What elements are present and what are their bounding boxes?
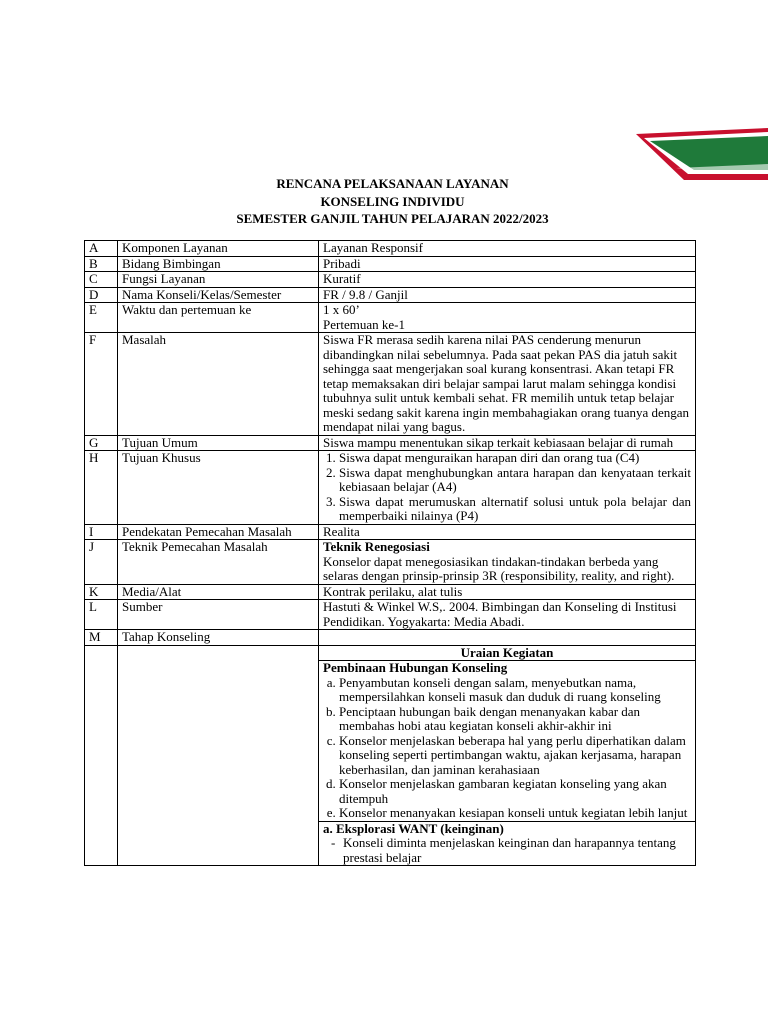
row-label: Bidang Bimbingan (118, 256, 319, 272)
row-label: Tahap Konseling (118, 630, 319, 646)
table-row (85, 333, 696, 436)
row-label (118, 645, 319, 866)
teknik-description: Konselor dapat menegosiasikan tindakan-tindakan berbeda yang selaras dengan prinsip-prinsip 3R (responsibility, reality, and right). (323, 553, 675, 583)
row-key: J (85, 540, 118, 585)
eksplorasi-list (323, 836, 691, 865)
pembinaan-list (323, 676, 691, 821)
list-item: 1. Siswa dapat menguraikan harapan diri dan orang tua (C4) (339, 451, 691, 466)
row-key: L (85, 600, 118, 630)
pertemuan-value: Pertemuan ke-1 (323, 316, 405, 332)
list-item: a. Penyambutan konseli dengan salam, menyebutkan nama, mempersilahkan konseli masuk dan duduk di ruang konseling (339, 676, 691, 705)
row-key: K (85, 584, 118, 600)
table-row (85, 303, 696, 333)
tujuan-khusus-list (323, 451, 691, 524)
table-row (85, 241, 696, 257)
table-row (85, 584, 696, 600)
table-row (85, 435, 696, 451)
table-row (85, 630, 696, 646)
row-label: Tujuan Umum (118, 435, 319, 451)
section-pembinaan (319, 661, 696, 822)
title-line-1: RENCANA PELAKSANAAN LAYANAN (276, 176, 509, 191)
row-key: A (85, 241, 118, 257)
list-item: b. Penciptaan hubungan baik dengan menanyakan kabar dan membahas hobi atau kegiatan konseli akhir-akhir ini (339, 705, 691, 734)
table-row (85, 256, 696, 272)
teknik-heading: Teknik Renegosiasi (323, 539, 430, 554)
row-label: Media/Alat (118, 584, 319, 600)
row-value: FR / 9.8 / Ganjil (319, 287, 696, 303)
row-label: Sumber (118, 600, 319, 630)
row-key: B (85, 256, 118, 272)
row-key: C (85, 272, 118, 288)
row-key: F (85, 333, 118, 436)
row-value (319, 451, 696, 525)
row-label: Masalah (118, 333, 319, 436)
row-value: Hastuti & Winkel W.S,. 2004. Bimbingan dan Konseling di Institusi Pendidikan. Yogyakarta: Media Abadi. (319, 600, 696, 630)
table-row (85, 540, 696, 585)
list-item: e. Konselor menanyakan kesiapan konseli untuk kegiatan lebih lanjut (339, 806, 691, 821)
table-row (85, 524, 696, 540)
section-title: Pembinaan Hubungan Konseling (323, 660, 508, 675)
row-value (319, 303, 696, 333)
row-label: Teknik Pemecahan Masalah (118, 540, 319, 585)
title-line-3: SEMESTER GANJIL TAHUN PELAJARAN 2022/2023 (236, 211, 549, 226)
row-key (85, 645, 118, 866)
row-label: Pendekatan Pemecahan Masalah (118, 524, 319, 540)
row-key: G (85, 435, 118, 451)
school-logo (636, 128, 768, 180)
title-line-2: KONSELING INDIVIDU (320, 194, 465, 209)
waktu-value: 1 x 60’ (323, 302, 360, 317)
row-key: D (85, 287, 118, 303)
row-value: Siswa mampu menentukan sikap terkait kebiasaan belajar di rumah (319, 435, 696, 451)
list-item: - Konseli diminta menjelaskan keinginan dan harapannya tentang prestasi belajar (343, 836, 691, 865)
row-label: Komponen Layanan (118, 241, 319, 257)
row-value: Realita (319, 524, 696, 540)
row-label: Tujuan Khusus (118, 451, 319, 525)
row-label: Waktu dan pertemuan ke (118, 303, 319, 333)
row-value (319, 630, 696, 646)
row-key: H (85, 451, 118, 525)
table-row (85, 272, 696, 288)
row-label: Nama Konseli/Kelas/Semester (118, 287, 319, 303)
section-eksplorasi (319, 821, 696, 866)
table-row (85, 287, 696, 303)
row-value: Kontrak perilaku, alat tulis (319, 584, 696, 600)
rpl-table (84, 240, 696, 866)
list-item: d. Konselor menjelaskan gambaran kegiatan konseling yang akan ditempuh (339, 777, 691, 806)
list-item: c. Konselor menjelaskan beberapa hal yang perlu diperhatikan dalam konseling seperti pertimbangan waktu, ajakan kerjasama, harapan keberhasilan, dan jaminan kerahasiaan (339, 734, 691, 778)
row-value (319, 540, 696, 585)
row-key: E (85, 303, 118, 333)
uraian-header: Uraian Kegiatan (319, 645, 696, 661)
row-value: Siswa FR merasa sedih karena nilai PAS cenderung menurun dibandingkan nilai sebelumnya. Pada saat pekan PAS dia jatuh sakit sehingga saat mengerjakan soal kurang konsentrasi. Akan tetapi FR tetap memaksakan diri belajar sampai larut malam sehingga kondisi tubuhnya sulit untuk kembali sehat. FR memilih untuk tetap belajar meski sedang sakit karena ingin membahagiakan orang tuanya dengan mendapat nilai yang bagus. (319, 333, 696, 436)
row-value: Layanan Responsif (319, 241, 696, 257)
row-value: Pribadi (319, 256, 696, 272)
table-row (85, 645, 696, 661)
list-item: 2. Siswa dapat menghubungkan antara harapan dan kenyataan terkait kebiasaan belajar (A4) (339, 466, 691, 495)
list-item: 3. Siswa dapat merumuskan alternatif solusi untuk pola belajar dan memperbaiki nilainya (P4) (339, 495, 691, 524)
row-label: Fungsi Layanan (118, 272, 319, 288)
row-key: M (85, 630, 118, 646)
section-title: a. Eksplorasi WANT (keinginan) (323, 820, 504, 836)
table-row (85, 600, 696, 630)
table-row (85, 451, 696, 525)
row-key: I (85, 524, 118, 540)
row-value: Kuratif (319, 272, 696, 288)
